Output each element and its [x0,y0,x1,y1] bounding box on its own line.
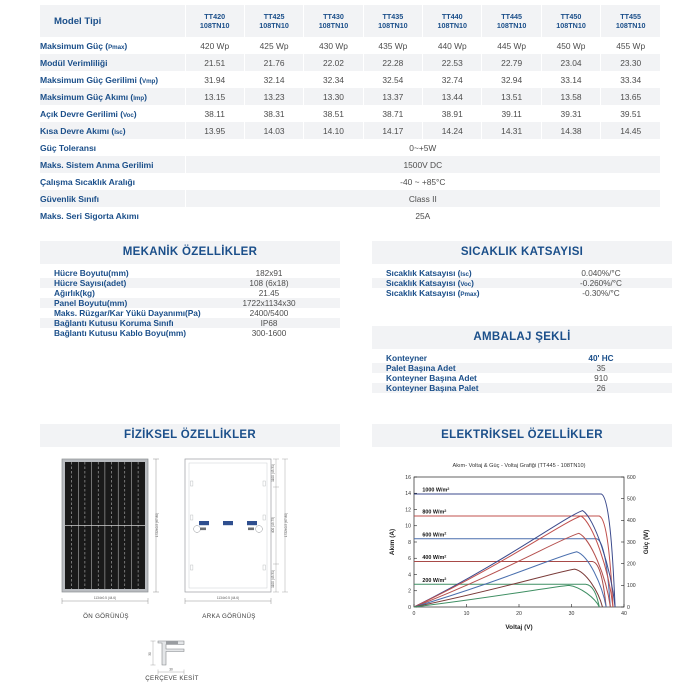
model-header-tt435: TT435 108TN10 [363,5,422,37]
spec-value: 1722x1134x30 [242,298,296,308]
y-axis-tick-label: 8 [408,539,411,546]
spec-value: 32.74 [423,71,482,88]
svg-text:1100 (43.31): 1100 (43.31) [271,570,275,588]
spec-value: 108 (6x18) [249,278,289,288]
table-row [40,190,660,207]
iv-curve [414,539,610,607]
spec-value: 13.44 [423,88,482,105]
x-axis-tick-label: 40 [621,611,627,617]
spec-value: 13.58 [541,88,600,105]
row-label-subscript: Vmp [142,77,156,85]
spec-value: 455 Wp [601,37,660,54]
y2-axis-tick-label: 400 [627,518,636,525]
spec-label [372,353,530,363]
row-label-text: Ağırlık(kg) [54,288,95,298]
physical-section-title: FİZİKSEL ÖZELLİKLER [40,424,340,447]
spec-label [40,308,201,318]
spec-value: 13.51 [482,88,541,105]
spec-value: 21.45 [258,288,280,298]
spec-value: 435 Wp [363,37,422,54]
physical-section [40,424,340,700]
spec-value: 2400/5400 [249,308,289,318]
spec-label: Maks. Sistem Anma Gerilimi [40,159,154,170]
spec-value: 40' HC [588,353,614,363]
svg-text:1100 (43.31): 1100 (43.31) [271,464,275,482]
front-width-dimension: 1134±0.5 (44.6) [93,596,117,600]
spec-value: 430 Wp [304,37,363,54]
table-row [40,139,660,156]
y2-axis-tick-label: 600 [627,474,636,481]
irradiance-label: 800 $W/m^2$ [422,508,447,516]
y-axis-tick-label: 0 [408,604,411,611]
spec-value: 32.34 [304,71,363,88]
spec-value: 440 Wp [423,37,482,54]
row-label-subscript: Isc [460,271,469,278]
table-row [40,122,660,139]
panel-drawing-svg [40,453,340,683]
spec-value: 14.31 [482,122,541,139]
row-label-text: Sıcaklık Katsayısı ( [386,278,461,288]
table-row [372,278,672,288]
row-label-text: Konteyner [386,353,427,363]
back-height-dimension: 1722±0.5 (67.80) [284,512,288,538]
x-axis-tick-label: 10 [463,611,470,617]
model-header-tt440: TT440 108TN10 [423,5,482,37]
mechanical-section-title: MEKANİK ÖZELLİKLER [40,241,340,264]
spec-value: 13.65 [601,88,660,105]
row-label-text-end: ) [155,74,159,85]
spec-value: 38.71 [363,105,422,122]
model-header-tt430: TT430 108TN10 [304,5,363,37]
spec-label: Güç Toleransı [40,142,97,153]
model-header-tt445: TT445 108TN10 [482,5,541,37]
row-label-text: Konteyner Başına Palet [386,383,479,393]
pv-curve [414,533,610,607]
spec-label [372,268,530,278]
spec-value: 300-1600 [251,328,287,338]
spec-value: 32.94 [482,71,541,88]
spec-value: 33.34 [601,71,660,88]
spec-value: -0.30%/°C [582,288,620,298]
electrical-section-title: ELEKTRİKSEL ÖZELLİKLER [372,424,672,447]
spec-value: 21.76 [244,54,303,71]
irradiance-label: 1000 $W/m^2$ [422,486,450,494]
spec-label [372,288,530,298]
x-axis-tick-label: 20 [516,611,522,617]
temperature-coefficient-section [372,241,672,298]
y2-axis-tick-label: 100 [627,583,636,590]
spec-value: 39.11 [482,105,541,122]
spec-label [372,383,530,393]
irradiance-label: 400 $W/m^2$ [422,554,447,561]
row-label-text-end: ) [468,268,472,278]
table-row [372,288,672,298]
row-label-text: Kısa Devre Akımı ( [40,125,115,136]
spec-value: 910 [594,373,608,383]
table-row [40,308,340,318]
y2-axis-tick-label: 300 [627,539,636,546]
row-label-text-end: ) [471,278,474,288]
spec-label [372,278,530,288]
spec-value: -40 ~ +85°C [185,173,660,190]
y-axis-tick-label: 6 [408,556,411,563]
row-label-text: Bağlantı Kutusu Koruma Sınıfı [54,318,174,328]
y-axis-tick-label: 4 [408,572,411,579]
table-row [40,88,660,105]
spec-value: 33.14 [541,71,600,88]
spec-value: 420 Wp [185,37,244,54]
back-view-caption: ARKA GÖRÜNÜŞ [202,613,256,620]
row-label-text: Konteyner Başına Adet [386,373,477,383]
spec-value: 23.04 [541,54,600,71]
spec-value: 13.15 [185,88,244,105]
svg-text:30: 30 [169,667,173,672]
spec-value: 13.95 [185,122,244,139]
spec-value: -0.260%/°C [580,278,622,288]
y-axis-tick-label: 16 [405,474,411,481]
spec-value: 38.91 [423,105,482,122]
irradiance-label: 600 $W/m^2$ [422,531,447,539]
spec-label [40,318,198,328]
spec-label [40,54,185,71]
row-label-text: Panel Boyutu(mm) [54,298,128,308]
irradiance-label: 200 $W/m^2$ [422,577,447,584]
table-row [40,54,660,71]
spec-value: 450 Wp [541,37,600,54]
spec-value: 23.30 [601,54,660,71]
y2-axis-tick-label: 0 [627,604,630,611]
model-header-tt420: TT420 108TN10 [185,5,244,37]
y-axis-tick-label: 10 [405,523,411,530]
header-model-type-label: Model Tipi [40,5,185,37]
x-axis-tick-label: 0 [412,611,416,617]
y2-axis-title: Güç (W) [643,529,650,555]
x-axis-title: Voltaj (V) [505,624,533,631]
table-row [40,156,660,173]
row-label-subscript: Voc [123,111,134,119]
spec-value: 14.17 [363,122,422,139]
module-spec-table [40,5,660,224]
row-label-text: Maksimum Güç ( [40,40,109,51]
table-row [372,373,672,383]
frame-section-caption: ÇERÇEVE KESİT [145,675,199,682]
spec-label: Çalışma Sıcaklık Aralığı [40,176,135,187]
spec-label [372,373,530,383]
chart-title: Akım- Voltaj & Güç - Voltaj Grafiği (TT445 - 108TN10) [452,463,586,469]
spec-value: 13.30 [304,88,363,105]
table-row [40,268,340,278]
iv-pv-chart-svg [372,455,672,655]
iv-pv-chart [372,455,672,670]
spec-value: 38.51 [304,105,363,122]
row-label-subscript: Pmax [460,291,477,298]
spec-value: 22.79 [482,54,541,71]
table-row [372,363,672,373]
model-header-tt425: TT425 108TN10 [244,5,303,37]
spec-label [40,88,185,105]
spec-value: Class II [185,190,660,207]
spec-label [40,37,185,54]
spec-value: 39.31 [541,105,600,122]
packaging-section [372,326,672,393]
table-row [40,37,660,54]
row-label-text: Sıcaklık Katsayısı ( [386,288,461,298]
spec-value: 38.31 [244,105,303,122]
y-axis-tick-label: 14 [405,491,411,498]
row-label-text: Hücre Sayısı(adet) [54,278,127,288]
table-row [40,288,340,298]
row-label-text: Hücre Boyutu(mm) [54,268,129,278]
svg-text:400 (15.75): 400 (15.75) [271,516,275,534]
spec-value: 21.51 [185,54,244,71]
pv-curve [414,569,602,607]
table-row [372,353,672,363]
spec-label: Maks. Seri Sigorta Akımı [40,210,139,221]
front-view-drawing [62,459,159,604]
spec-value: 26 [596,383,606,393]
back-view-drawing [185,459,288,604]
back-width-dimension: 1134±0.5 (44.6) [216,596,240,600]
row-label-text-end: ) [476,288,480,298]
table-row [372,268,672,278]
row-label-text: Maksimum Güç Akımı ( [40,91,134,102]
table-row [40,298,340,308]
row-label-text: Sıcaklık Katsayısı ( [386,268,461,278]
table-row [40,207,660,224]
y-axis-tick-label: 2 [408,588,411,595]
model-header-tt450: TT450 108TN10 [541,5,600,37]
table-row [40,328,340,338]
row-label-text-end: ) [133,108,137,119]
spec-value: 445 Wp [482,37,541,54]
spec-label: Güvenlik Sınıfı [40,193,99,204]
row-label-text: Maks. Rüzgar/Kar Yükü Dayanımı(Pa) [54,308,201,318]
packaging-section-title: AMBALAJ ŞEKLİ [372,326,672,349]
row-label-text-end: ) [124,40,128,51]
mechanical-section [40,241,340,338]
spec-value: 0.040%/°C [581,268,621,278]
spec-label [40,268,198,278]
spec-label [40,298,198,308]
table-row [40,318,340,328]
spec-value: 0~+5W [185,139,660,156]
spec-value: 182x91 [255,268,283,278]
spec-value: 22.28 [363,54,422,71]
y2-axis-tick-label: 200 [627,561,636,568]
spec-value: 14.10 [304,122,363,139]
spec-value: 39.51 [601,105,660,122]
spec-label [40,122,185,139]
row-label-subscript: Imp [133,94,145,102]
spec-value: 31.94 [185,71,244,88]
spec-value: 14.03 [244,122,303,139]
spec-value: 32.14 [244,71,303,88]
row-label-text: Palet Başına Adet [386,363,456,373]
y-axis-tick-label: 12 [405,507,411,514]
table-row [40,278,340,288]
spec-value: 38.11 [185,105,244,122]
row-label-text: Bağlantı Kutusu Kablo Boyu(mm) [54,328,187,338]
spec-value: 25A [185,207,660,224]
spec-label [372,363,530,373]
row-label-text-end: ) [144,91,147,102]
spec-label [40,278,198,288]
spec-value: 14.45 [601,122,660,139]
frame-cross-section-drawing [148,641,184,675]
table-row [40,71,660,88]
table-row [40,105,660,122]
spec-label [40,71,185,88]
electrical-section [372,424,672,670]
spec-value: 32.54 [363,71,422,88]
spec-value: 14.24 [423,122,482,139]
model-header-tt455: TT455 108TN10 [601,5,660,37]
spec-value: 13.23 [244,88,303,105]
spec-value: 22.53 [423,54,482,71]
spec-label [40,105,185,122]
row-label-text: Açık Devre Gerilimi ( [40,108,124,119]
chart-plot-frame [414,477,624,607]
temperature-table [372,268,672,298]
spec-label [40,328,198,338]
spec-value: 22.02 [304,54,363,71]
row-label-subscript: Voc [460,281,472,288]
y2-axis-tick-label: 500 [627,496,636,503]
table-row [40,173,660,190]
spec-value: 14.38 [541,122,600,139]
svg-text:30: 30 [148,652,152,656]
spec-value: 425 Wp [244,37,303,54]
spec-value: 13.37 [363,88,422,105]
temperature-section-title: SICAKLIK KATSAYISI [372,241,672,264]
spec-value: IP68 [260,318,278,328]
panel-drawings [40,453,340,700]
row-label-text: Maksimum Güç Gerilimi ( [40,74,143,85]
row-label-subscript: Pmax [108,43,125,51]
x-axis-tick-label: 30 [568,611,575,617]
table-row [372,383,672,393]
spec-label [40,288,198,298]
module-spec-table-container [40,5,660,224]
front-view-caption: ÖN GÖRÜNÜŞ [83,613,129,620]
row-label-text-end: ) [122,125,126,136]
spec-value: 35 [596,363,606,373]
mechanical-table [40,268,340,338]
y-axis-title: Akım (A) [389,528,396,556]
front-height-dimension: 1722±0.5 (67.80) [155,512,159,538]
table-header-row [40,5,660,37]
spec-value: 1500V DC [185,156,660,173]
packaging-table [372,353,672,393]
row-label-text: Modül Verimliliği [40,57,108,68]
row-label-subscript: Isc [114,128,123,136]
